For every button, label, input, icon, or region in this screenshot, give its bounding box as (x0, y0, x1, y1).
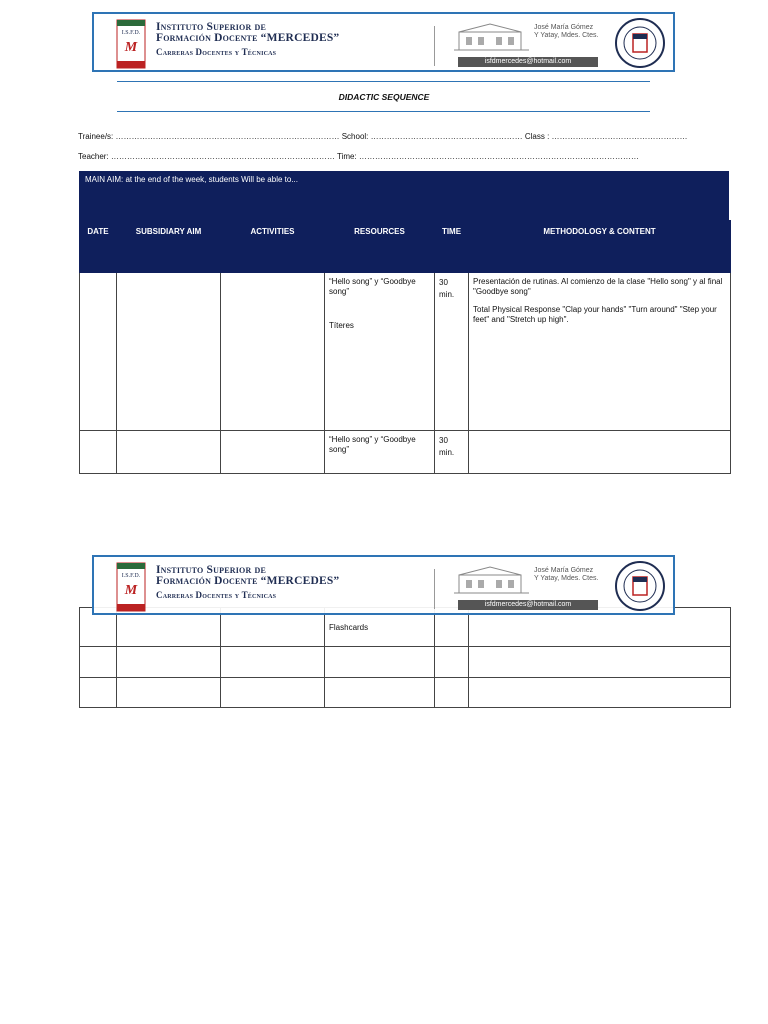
address: José María Gómez Y Yatay, Mdes. Ctes. (534, 24, 599, 39)
bottom-rule (117, 111, 650, 112)
sequence-table-continued (79, 607, 731, 708)
teacher-line: Teacher: ………………………………………………………………………… Time: …………………………………………………………………………………………… (78, 152, 639, 161)
institution-name: Instituto Superior de Formación Docente “MERCEDES” Carreras Docentes y Técnicas (156, 21, 340, 57)
resources-cell: “Hello song” y “Goodbye song” Títeres (325, 273, 435, 431)
table-row (80, 647, 731, 678)
svg-text:M: M (124, 40, 138, 55)
main-aim: MAIN AIM: at the end of the week, students Will be able to... (79, 171, 729, 220)
col-activities: ACTIVITIES (221, 221, 325, 273)
col-methodology: METHODOLOGY & CONTENT (469, 221, 731, 273)
methodology-cell: Presentación de rutinas. Al comienzo de la clase "Hello song" y al final "Goodbye song" Total Physical Response "Clap your hands" "Turn around" "Step your feet" and "Stretch up high". (469, 273, 731, 431)
top-rule (117, 81, 650, 82)
col-resources: RESOURCES (325, 221, 435, 273)
table-row (80, 678, 731, 708)
isfd-logo-icon (116, 19, 146, 69)
trainee-line: Trainee/s: ………………………………………………………………………… School: ………………………………………………… Class : …………………………………………… (78, 132, 688, 141)
time-cell: 30 min. (435, 431, 469, 474)
divider (434, 569, 435, 609)
table-row (80, 431, 731, 474)
logo-text: I.S.F.D. (121, 30, 141, 36)
institution-header-page2 (92, 555, 675, 615)
email-label: isfdmercedes@hotmail.com (458, 57, 598, 67)
svg-text:M: M (124, 583, 138, 598)
sequence-table (79, 220, 731, 474)
seal-icon (614, 560, 666, 612)
table-row (80, 273, 731, 431)
col-time: TIME (435, 221, 469, 273)
resources-cell: Flashcards (325, 608, 435, 647)
col-subsidiary-aim: SUBSIDIARY AIM (117, 221, 221, 273)
institution-header (92, 12, 675, 72)
resources-cell: “Hello song” y “Goodbye song” (325, 431, 435, 474)
building-icon (454, 565, 529, 597)
svg-text:I.S.F.D.: I.S.F.D. (121, 573, 141, 579)
isfd-logo-icon (116, 562, 146, 612)
email-label: isfdmercedes@hotmail.com (458, 600, 598, 610)
institution-name: Instituto Superior de Formación Docente “MERCEDES” Carreras Docentes y Técnicas (156, 564, 340, 600)
divider (434, 26, 435, 66)
time-cell: 30 min. (435, 273, 469, 431)
seal-icon (614, 17, 666, 69)
col-date: DATE (80, 221, 117, 273)
table-header-row (80, 221, 731, 273)
address: José María Gómez Y Yatay, Mdes. Ctes. (534, 567, 599, 582)
document-title: DIDACTIC SEQUENCE (338, 92, 430, 102)
building-icon (454, 22, 529, 54)
